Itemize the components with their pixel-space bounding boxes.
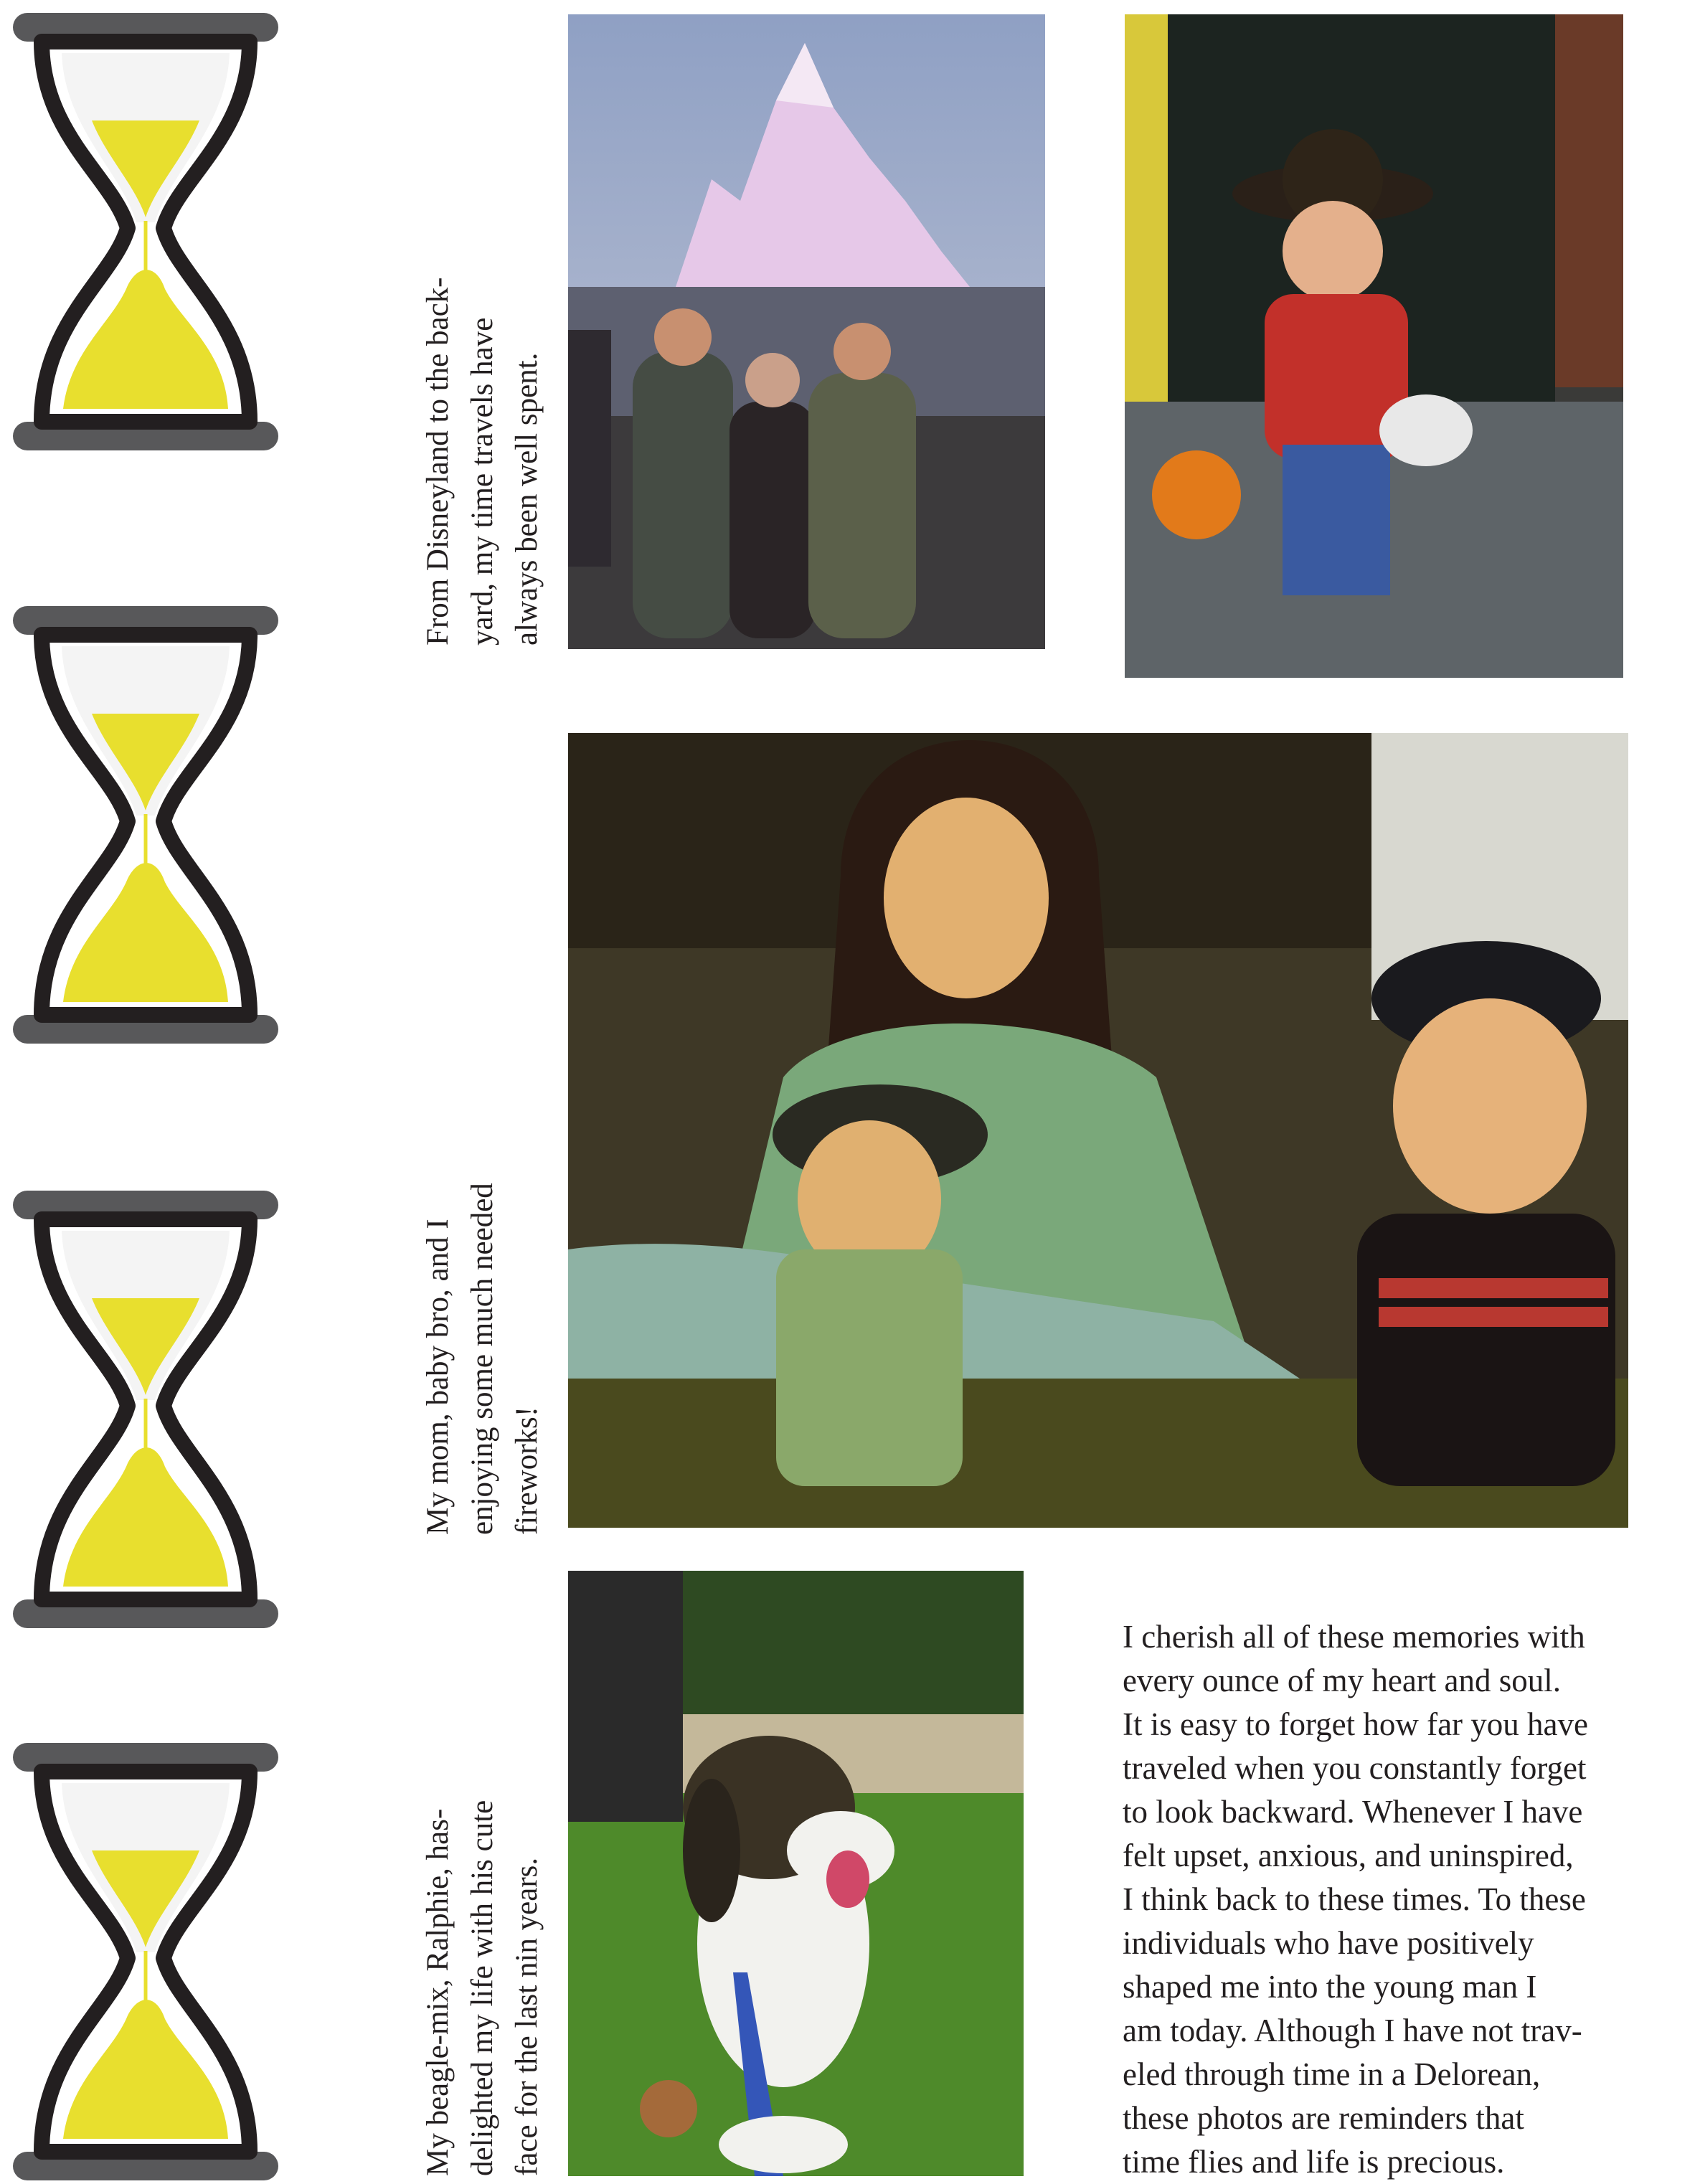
hourglass-icon xyxy=(13,13,278,450)
hourglass-icon xyxy=(13,1743,278,2180)
paragraph-line: time flies and life is precious. xyxy=(1123,2144,1505,2180)
paragraph-line: I cherish all of these memories with xyxy=(1123,1619,1585,1655)
paragraph-line: individuals who have positively xyxy=(1123,1925,1534,1961)
caption-line: fireworks! xyxy=(510,1406,544,1535)
paragraph-line: felt upset, anxious, and uninspired, xyxy=(1123,1838,1574,1873)
photo-cowboy-child xyxy=(1125,14,1623,678)
caption-ralphie xyxy=(416,1800,549,2176)
caption-line: enjoying some much needed xyxy=(466,1183,499,1535)
caption-line: yard, my time travels have xyxy=(466,317,499,646)
caption-fireworks xyxy=(416,1183,549,1535)
paragraph-line: these photos are reminders that xyxy=(1123,2100,1524,2136)
photo-family-fireworks xyxy=(568,733,1628,1528)
caption-line: face for the last nin years. xyxy=(510,1857,544,2176)
hourglass-icon xyxy=(13,606,278,1044)
caption-line: My mom, baby bro, and I xyxy=(421,1219,455,1535)
paragraph-line: every ounce of my heart and soul. xyxy=(1123,1663,1562,1698)
closing-paragraph xyxy=(1123,1615,1668,2184)
caption-line: delighted my life with his cute xyxy=(466,1800,499,2176)
photo-beagle-ralphie xyxy=(568,1571,1024,2176)
caption-disneyland xyxy=(416,277,549,646)
paragraph-line: I think back to these times. To these xyxy=(1123,1881,1586,1917)
photo-disneyland-castle xyxy=(568,14,1045,649)
paragraph-line: eled through time in a Delorean, xyxy=(1123,2056,1541,2092)
paragraph-line: to look backward. Whenever I have xyxy=(1123,1794,1583,1830)
paragraph-line: shaped me into the young man I xyxy=(1123,1969,1537,2005)
caption-line: My beagle-mix, Ralphie, has- xyxy=(421,1808,455,2176)
paragraph-line: traveled when you constantly forget xyxy=(1123,1750,1587,1786)
paragraph-line: It is easy to forget how far you have xyxy=(1123,1706,1588,1742)
caption-line: From Disneyland to the back- xyxy=(421,277,455,646)
paragraph-line: am today. Although I have not trav- xyxy=(1123,2013,1582,2048)
hourglass-icon xyxy=(13,1191,278,1628)
caption-line: always been well spent. xyxy=(510,352,544,646)
